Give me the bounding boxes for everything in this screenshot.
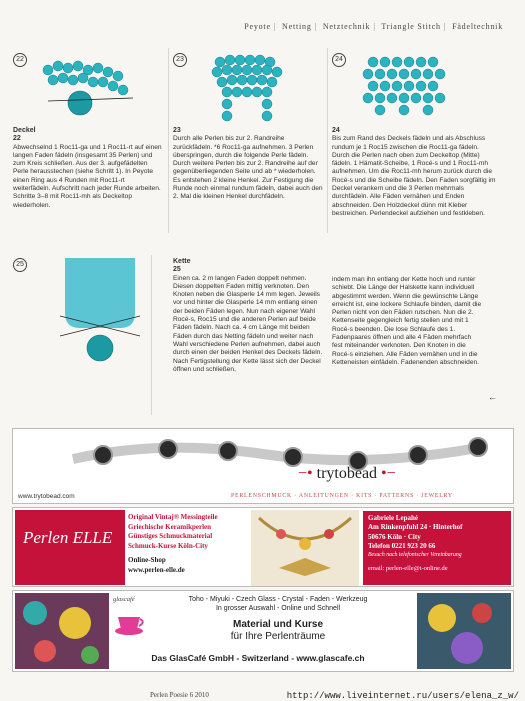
ad-heading: Material und Kurse	[232, 619, 324, 630]
lid-shape	[65, 258, 135, 328]
necklace-image	[13, 429, 513, 489]
ad-subheading: für Ihre Perlenträume	[230, 631, 326, 642]
trytobead-url[interactable]: www.trytobead.com	[18, 493, 75, 500]
jewelry-photo	[251, 510, 359, 586]
ad-line: Schmuck-Kurse Köln-City	[128, 541, 208, 550]
bead-ring-diagram	[43, 61, 128, 95]
step-title: Deckel	[13, 127, 36, 134]
ad-glascafe[interactable]	[12, 590, 514, 672]
trytobead-logo: −• trytobead •−	[298, 465, 396, 482]
ad-trytobead[interactable]	[12, 428, 514, 504]
ad-line: Griechische Keramikperlen	[128, 522, 212, 531]
step-number: 23	[173, 53, 187, 67]
header-item: Netting	[282, 22, 312, 31]
step-22-diagram	[38, 58, 148, 123]
step-label: 24	[332, 127, 340, 134]
column-divider	[151, 255, 152, 415]
step-number: 22	[13, 53, 27, 67]
step-23-diagram	[205, 52, 295, 127]
header-item: Netztechnik	[322, 22, 371, 31]
trytobead-tagline: PERLENSCHMUCK · ANLEITUNGEN · KITS · PATTERNS · JEWELRY	[231, 493, 453, 499]
address-panel: Gabriele Lepahé Am Rinkenpfuhl 24 · Hinterhof 50676 Köln · City Telefon 0221 923 20 66 Besuch nach telefonischer Vereinbarung email: perlen-elle@t-online.de	[363, 511, 511, 585]
glass-bead	[87, 335, 113, 361]
step-number: 25	[13, 258, 27, 272]
header-item: Fädeltechnik	[452, 22, 503, 31]
perlen-elle-logo: Perlen ELLE	[23, 528, 113, 547]
page-label: Perlen Poesie 6 2010	[150, 691, 209, 699]
ad-line: In grosser Auswahl - Online und Schnell	[215, 605, 341, 612]
step-text: Abwechselnd 1 Roc11-ga und 1 Roc11-rt auf einen langen Faden fädeln (insgesamt 35 Perlen) und zum Kreis schließen. Aus der 3. aufgefädelten Perle herausstechen (siehe Schritt 1). In Peyote einen Ring aus 4 Runden mit Roc11-rt weiterfädeln. Aufschritt nach jeder Runde arbeiten. Schritte 3–8 mit Roc11-mh als Deckeltop wiederholen.	[13, 143, 162, 209]
step-24-diagram	[358, 54, 458, 124]
step-label: 25	[173, 266, 181, 274]
column-divider	[168, 48, 169, 233]
teacup-icon	[113, 609, 147, 639]
ad-bottom-line[interactable]: Das GlasCafé GmbH - Switzerland - www.glascafe.ch	[151, 653, 365, 663]
step-text: Einen ca. 2 m langen Faden doppelt nehmen. Diesen doppelten Faden mittig verknoten. Den Knoten neben die Glasperle 14 mm legen. Jeweils vor und hinter die Glasperle 14 mm entlang einen der beiden Fäden legen. Nun nach eigener Wahl Rocé-s, Roc15 und die anderen Perlen auf beide Fäden fädeln. Nach ca. 4 cm Länge mit beiden Fäden durch das Netting fädeln und weiter nach Wahl verschiedene Perlen aufnehmen, dabei auch durch einen der beiden Henkel des Deckels fädeln. Nach Fertigstellung der Kette lässt sich der Deckel öffnen und schließen,	[173, 274, 323, 373]
header-item: Triangle Stitch	[381, 22, 441, 31]
source-url[interactable]: http://www.liveinternet.ru/users/elena_z_w/	[286, 691, 519, 701]
glascafe-logo: glascafé	[113, 596, 135, 603]
step-title: Kette	[173, 258, 191, 265]
step-text: Bis zum Rand des Deckels fädeln und als Abschluss rundum je 1 Roc15 zwischen die Roc11-ga fädeln. Durch die Perlen nach oben zum Deckeltop (Mitte) fädeln. 1 Hämatit-Scheibe, 1 Rocé-s und 1 Roc11-mh aufnehmen. Um die Roc11-mh herum zurück durch die Rocé-s und die Scheibe fädeln. Den Faden sorgfältig im Deckel verankern und die 3 Perlen mehrmals durchfädeln. Alle Fäden vernähen und Enden abschneiden. Den Holzdeckel dünn mit Kleber bestreichen. Perlendeckel aufziehen und festkleben.	[332, 135, 496, 217]
column-divider	[327, 48, 328, 233]
beaded-art-right	[417, 593, 511, 669]
beaded-art-left	[15, 593, 109, 669]
ad-line: Toho - Miyuki - Czech Glass - Crystal - Faden - Werkzeug	[188, 596, 368, 603]
perlen-elle-logo-panel	[15, 510, 125, 585]
arrow-left-icon: ←	[488, 392, 497, 402]
header-item: Peyote	[244, 22, 271, 31]
step-text-continued: indem man ihn entlang der Kette hoch und runter schiebt. Die Länge der Halskette kann individuell abgestimmt werden. Wenn die gewünschte Länge erreicht ist, eine lockere Schlaufe binden, damit die Perlen nicht von den Fäden rutschen. Nun die 2. Kettenseite gegengleich fertig stellen und mit 1 Rocé-s beenden. Die lose Schlaufe des 1. Fadenpaares öffnen und alle 4 Fäden mehrfach fest miteinander verknoten. Den Knoten in die Rocé-s einziehen. Alle Fäden vernähen und in die Ketteneisten einfädeln. Fadenenden abschneiden.	[332, 276, 482, 366]
ad-line: Günstiges Schmuckmaterial	[128, 532, 213, 540]
step-number: 24	[332, 53, 346, 67]
ad-shop: Online-Shop	[128, 556, 166, 564]
step-text: Durch alle Perlen bis zur 2. Randreihe zurückfädeln. *6 Roc11-ga aufnehmen. 3 Perlen überspringen, durch die folgende Perle fädeln. Durch weitere Perlen bis zur 2. Randreihe auf der gegenüberliegenden Seite und ab * wiederholen. Es entstehen 2 kleine Henkel. Zur Festigung die Runde noch einmal rundum fädeln, dabei auch den 2. Mal die kleinen Henkel durchfädeln.	[173, 135, 323, 201]
ad-web: www.perlen-elle.de	[128, 565, 185, 574]
ad-perlen-elle[interactable]	[12, 507, 514, 587]
step-label: 23	[173, 127, 181, 134]
large-bead	[68, 91, 92, 115]
ad-line: Original Vintaj® Messingteile	[128, 513, 218, 521]
step-label: 22	[13, 135, 21, 143]
section-header: Peyote | Netting | Netztechnik | Triangle Stitch | Fädeltechnik	[244, 22, 503, 31]
step-25-diagram	[55, 258, 145, 368]
